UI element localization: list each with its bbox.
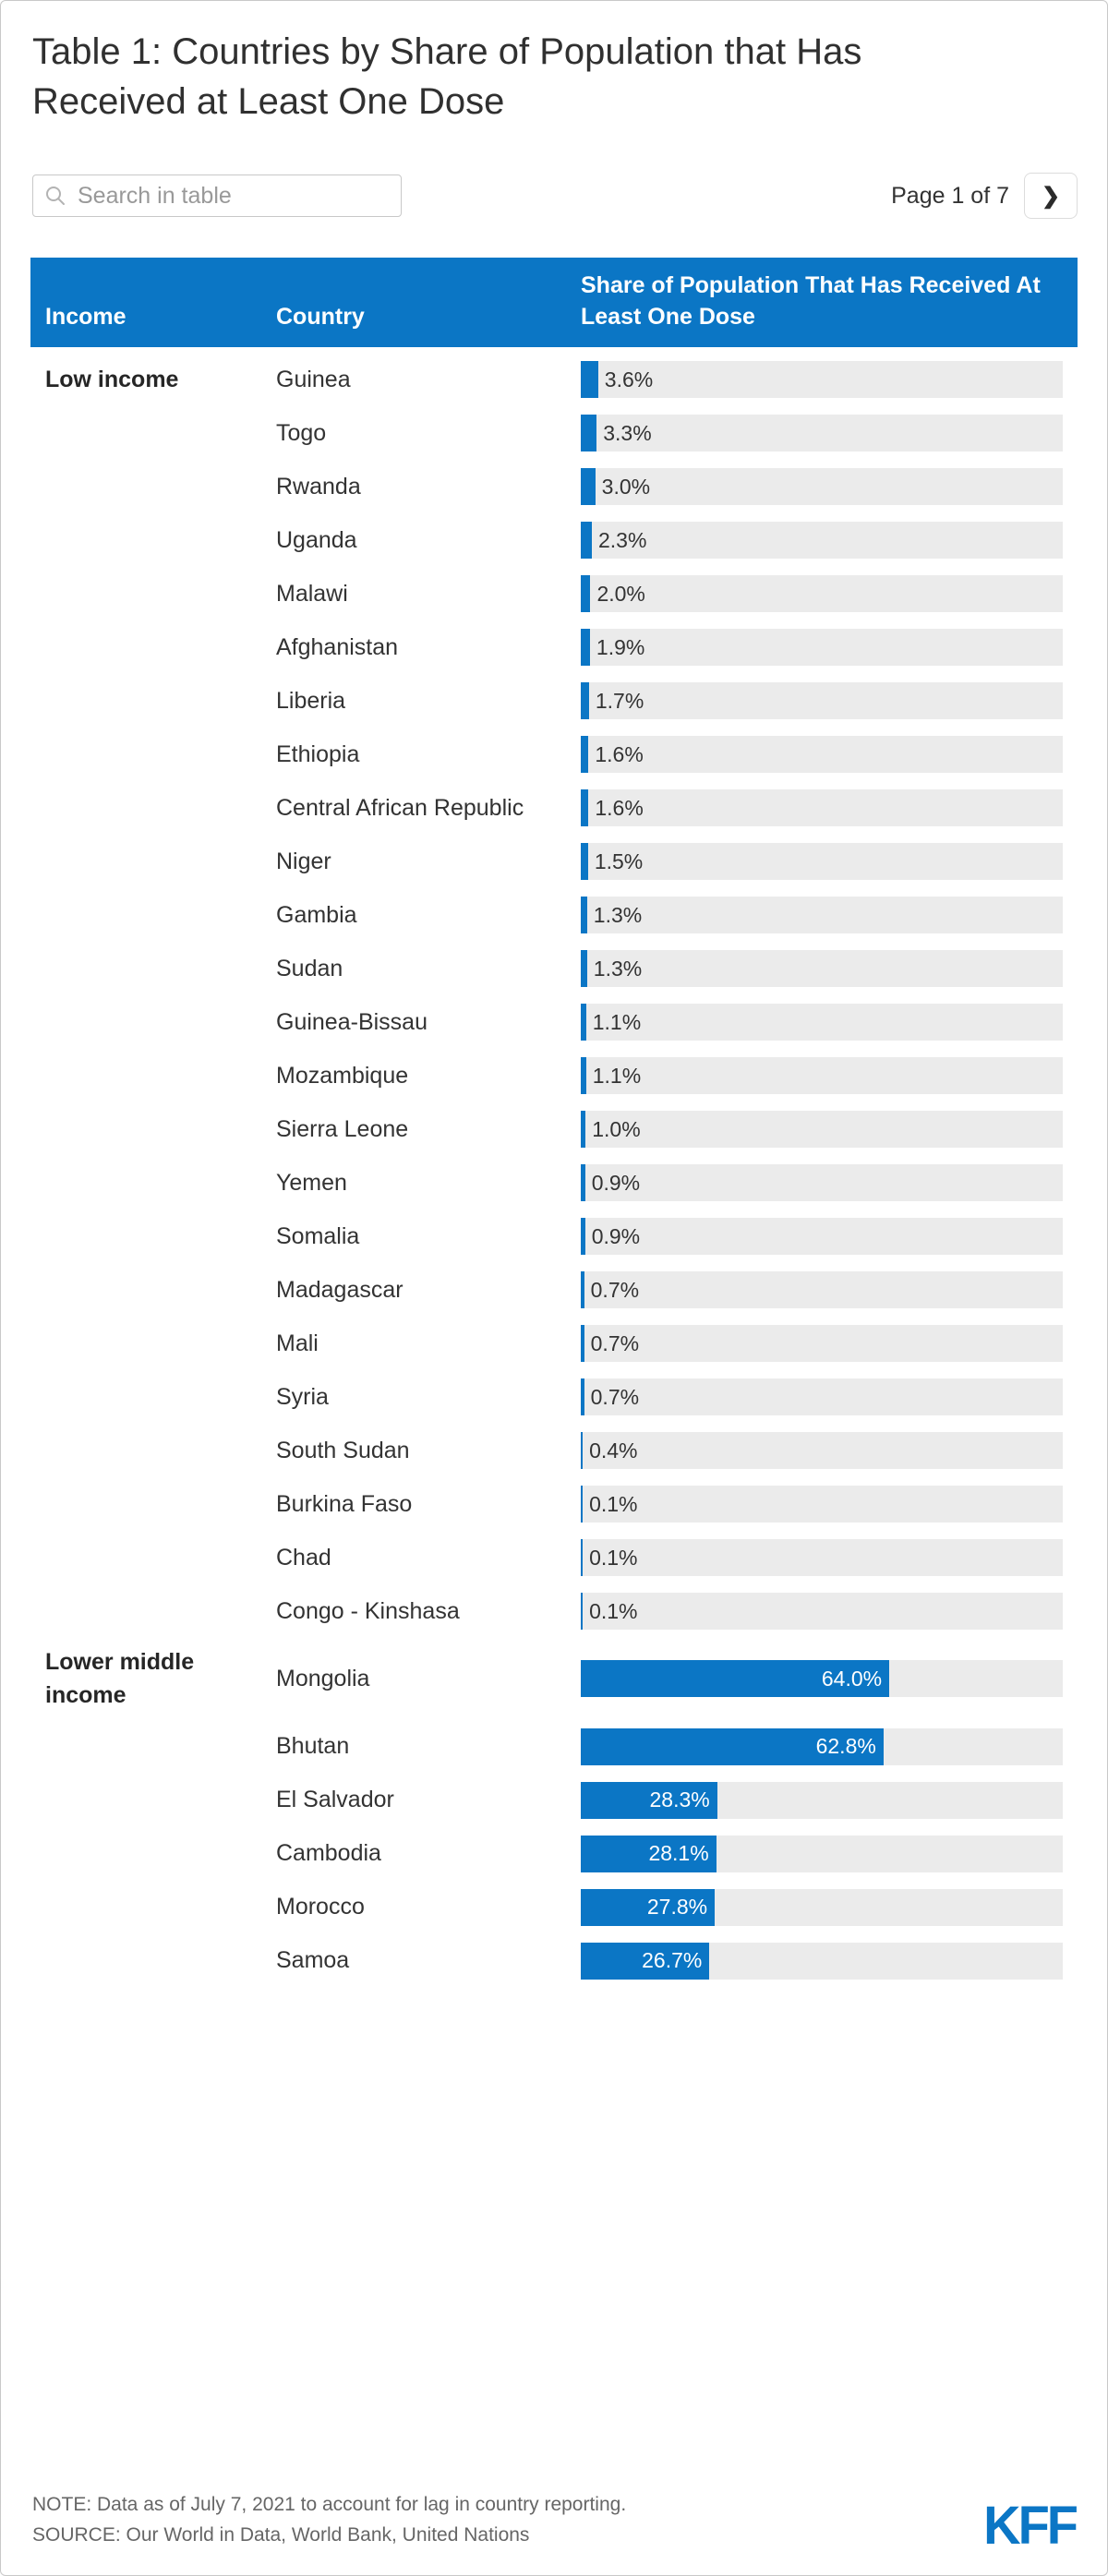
table-row — [30, 1720, 1078, 1774]
country-cell: Bhutan — [276, 1733, 350, 1760]
bar-value-label-outside: 0.7% — [590, 1330, 640, 1355]
table-row — [30, 888, 1078, 942]
table-row — [30, 406, 1078, 460]
bar-fill — [581, 736, 588, 773]
bar-value-label-outside: 0.9% — [591, 1170, 641, 1195]
bar-track — [581, 897, 1063, 933]
bar-fill — [581, 1593, 583, 1630]
bar-fill — [581, 1378, 584, 1415]
bar-value-label-outside: 0.9% — [591, 1223, 641, 1248]
bar-track — [581, 1486, 1063, 1523]
country-cell: Gambia — [276, 901, 357, 928]
country-cell: Liberia — [276, 687, 346, 714]
table-row — [30, 674, 1078, 728]
bar-value-label-outside: 0.1% — [589, 1598, 638, 1623]
country-cell: Guinea-Bissau — [276, 1008, 428, 1035]
bar-track — [581, 361, 1063, 398]
table-row — [30, 1477, 1078, 1531]
country-cell: Togo — [276, 419, 327, 446]
table-row — [30, 781, 1078, 835]
bar-fill — [581, 1111, 585, 1148]
bar-value-label-outside: 1.1% — [592, 1063, 642, 1088]
country-cell: Mongolia — [276, 1666, 370, 1692]
column-header-share: Share of Population That Has Received At Least One Dose — [581, 272, 1041, 330]
column-header-country: Country — [276, 303, 365, 330]
bar-track — [581, 1378, 1063, 1415]
bar-value-label-outside: 3.6% — [604, 367, 654, 391]
bar-value-label-outside: 2.0% — [596, 581, 645, 606]
country-cell: Central African Republic — [276, 794, 524, 821]
table-row — [30, 1881, 1078, 1934]
page-title: Table 1: Countries by Share of Population that Has Received at Least One Dose — [32, 31, 862, 122]
bar-track — [581, 1271, 1063, 1308]
bar-track — [581, 682, 1063, 719]
bar-value-label-outside: 1.5% — [594, 849, 644, 873]
table-row — [30, 1424, 1078, 1477]
search-box[interactable] — [32, 175, 402, 217]
pager — [891, 173, 1078, 219]
bar-track — [581, 1432, 1063, 1469]
income-cell: Low income — [45, 366, 179, 392]
country-cell: Yemen — [276, 1169, 347, 1196]
table-row — [30, 1584, 1078, 1638]
table-row — [30, 1531, 1078, 1584]
data-table — [30, 258, 1078, 1988]
bar-value-label-outside: 1.0% — [592, 1116, 641, 1141]
country-cell: Niger — [276, 848, 331, 874]
table-row — [30, 353, 1078, 406]
bar-fill — [581, 415, 596, 451]
country-cell: South Sudan — [276, 1437, 410, 1463]
country-cell: Mozambique — [276, 1062, 409, 1089]
bar-value-label-outside: 3.0% — [601, 474, 651, 499]
bar-fill — [581, 629, 590, 666]
bar-track — [581, 629, 1063, 666]
country-cell: Somalia — [276, 1222, 360, 1249]
bar-track — [581, 1660, 1063, 1697]
bar-fill — [581, 789, 588, 826]
table-row — [30, 728, 1078, 781]
table-body — [30, 347, 1078, 1988]
bar-fill — [581, 575, 590, 612]
table-row — [30, 1263, 1078, 1317]
bar-value-label-outside: 0.7% — [590, 1277, 640, 1302]
bar-track — [581, 1836, 1063, 1872]
bar-value-label-inside: 28.3% — [649, 1788, 710, 1812]
table-row — [30, 1934, 1078, 1988]
country-cell: El Salvador — [276, 1787, 394, 1813]
table-row — [30, 1049, 1078, 1102]
country-cell: Rwanda — [276, 473, 361, 500]
bar-value-label-inside: 27.8% — [646, 1895, 708, 1919]
bar-track — [581, 575, 1063, 612]
bar-value-label-outside: 0.1% — [589, 1545, 638, 1570]
table-row — [30, 1370, 1078, 1424]
bar-track — [581, 522, 1063, 559]
bar-track — [581, 1111, 1063, 1148]
country-cell: Cambodia — [276, 1840, 381, 1867]
bar-track — [581, 1057, 1063, 1094]
bar-fill — [581, 1943, 709, 1980]
country-cell: Sierra Leone — [276, 1115, 409, 1142]
bar-value-label-inside: 62.8% — [815, 1734, 876, 1758]
table-row — [30, 1827, 1078, 1881]
table-row — [30, 1317, 1078, 1370]
next-page-button[interactable] — [1024, 173, 1078, 219]
bar-value-label-inside: 28.1% — [648, 1841, 709, 1865]
country-cell: Uganda — [276, 526, 357, 553]
bar-fill — [581, 468, 596, 505]
bar-fill — [581, 1057, 586, 1094]
table-row — [30, 1102, 1078, 1156]
bar-track — [581, 1889, 1063, 1926]
bar-track — [581, 736, 1063, 773]
bar-track — [581, 468, 1063, 505]
bar-track — [581, 415, 1063, 451]
bar-fill — [581, 1164, 585, 1201]
search-icon — [44, 185, 66, 207]
bar-track — [581, 1728, 1063, 1765]
bar-track — [581, 789, 1063, 826]
bar-fill — [581, 1004, 586, 1041]
country-cell: Mali — [276, 1330, 319, 1356]
country-cell: Congo - Kinshasa — [276, 1597, 460, 1624]
bar-fill — [581, 1271, 584, 1308]
bar-value-label-outside: 3.3% — [603, 420, 652, 445]
bar-fill — [581, 1486, 583, 1523]
bar-value-label-outside: 0.1% — [589, 1491, 638, 1516]
bar-value-label-outside: 0.7% — [590, 1384, 640, 1409]
bar-track — [581, 1164, 1063, 1201]
bar-track — [581, 1004, 1063, 1041]
bar-track — [581, 843, 1063, 880]
bar-track — [581, 1943, 1063, 1980]
table-row — [30, 942, 1078, 995]
source-text: SOURCE: Our World in Data, World Bank, United Nations — [32, 2524, 530, 2546]
search-input[interactable] — [76, 182, 390, 211]
bar-fill — [581, 1325, 584, 1362]
kff-logo: KFF — [983, 2494, 1076, 2556]
table-row — [30, 567, 1078, 620]
country-cell: Burkina Faso — [276, 1490, 413, 1517]
toolbar — [32, 173, 1078, 219]
bar-fill — [581, 1660, 889, 1697]
bar-value-label-outside: 1.1% — [592, 1009, 642, 1034]
country-cell: Chad — [276, 1544, 331, 1571]
country-cell: Malawi — [276, 580, 348, 607]
bar-fill — [581, 843, 588, 880]
bar-fill — [581, 950, 587, 987]
bar-value-label-inside: 26.7% — [642, 1948, 703, 1972]
bar-value-label-outside: 1.9% — [596, 634, 645, 659]
table-row — [30, 1774, 1078, 1827]
country-cell: Afghanistan — [276, 633, 399, 660]
bar-fill — [581, 897, 587, 933]
country-cell: Madagascar — [276, 1276, 403, 1303]
bar-value-label-outside: 1.7% — [595, 688, 644, 713]
bar-value-label-outside: 2.3% — [598, 527, 647, 552]
country-cell: Samoa — [276, 1947, 350, 1974]
table-header — [30, 258, 1078, 347]
bar-fill — [581, 682, 589, 719]
table-row — [30, 1210, 1078, 1263]
table-row — [30, 1156, 1078, 1210]
bar-fill — [581, 1782, 717, 1819]
footer — [32, 2489, 1076, 2575]
bar-value-label-outside: 1.3% — [593, 902, 643, 927]
page-indicator: Page 1 of 7 — [891, 182, 1009, 209]
bar-value-label-outside: 1.6% — [595, 741, 644, 766]
bar-value-label-outside: 0.4% — [589, 1438, 638, 1463]
country-cell: Ethiopia — [276, 740, 360, 767]
table-row — [30, 995, 1078, 1049]
bar-value-label-outside: 1.3% — [593, 956, 643, 981]
bar-track — [581, 950, 1063, 987]
chevron-right-icon: ❯ — [1041, 183, 1061, 209]
bar-track — [581, 1593, 1063, 1630]
bar-fill — [581, 1432, 583, 1469]
country-cell: Sudan — [276, 955, 343, 981]
bar-track — [581, 1325, 1063, 1362]
bar-fill — [581, 1836, 717, 1872]
column-header-income: Income — [45, 303, 126, 330]
bar-track — [581, 1218, 1063, 1255]
bar-value-label-inside: 64.0% — [821, 1666, 883, 1691]
country-cell: Guinea — [276, 366, 351, 392]
bar-fill — [581, 1539, 583, 1576]
bar-fill — [581, 1728, 884, 1765]
footer-notes — [32, 2489, 626, 2551]
bar-fill — [581, 1218, 585, 1255]
table-row — [30, 1638, 1078, 1720]
bar-value-label-outside: 1.6% — [595, 795, 644, 820]
note-text: NOTE: Data as of July 7, 2021 to account for lag in country reporting. — [32, 2493, 627, 2515]
table-row — [30, 460, 1078, 513]
bar-fill — [581, 522, 592, 559]
bar-fill — [581, 1889, 715, 1926]
income-cell: Lower middle income — [45, 1649, 195, 1709]
bar-track — [581, 1539, 1063, 1576]
bar-track — [581, 1782, 1063, 1819]
bar-fill — [581, 361, 598, 398]
table-row — [30, 513, 1078, 567]
country-cell: Morocco — [276, 1894, 365, 1920]
table-row — [30, 835, 1078, 888]
table-row — [30, 620, 1078, 674]
country-cell: Syria — [276, 1383, 329, 1410]
